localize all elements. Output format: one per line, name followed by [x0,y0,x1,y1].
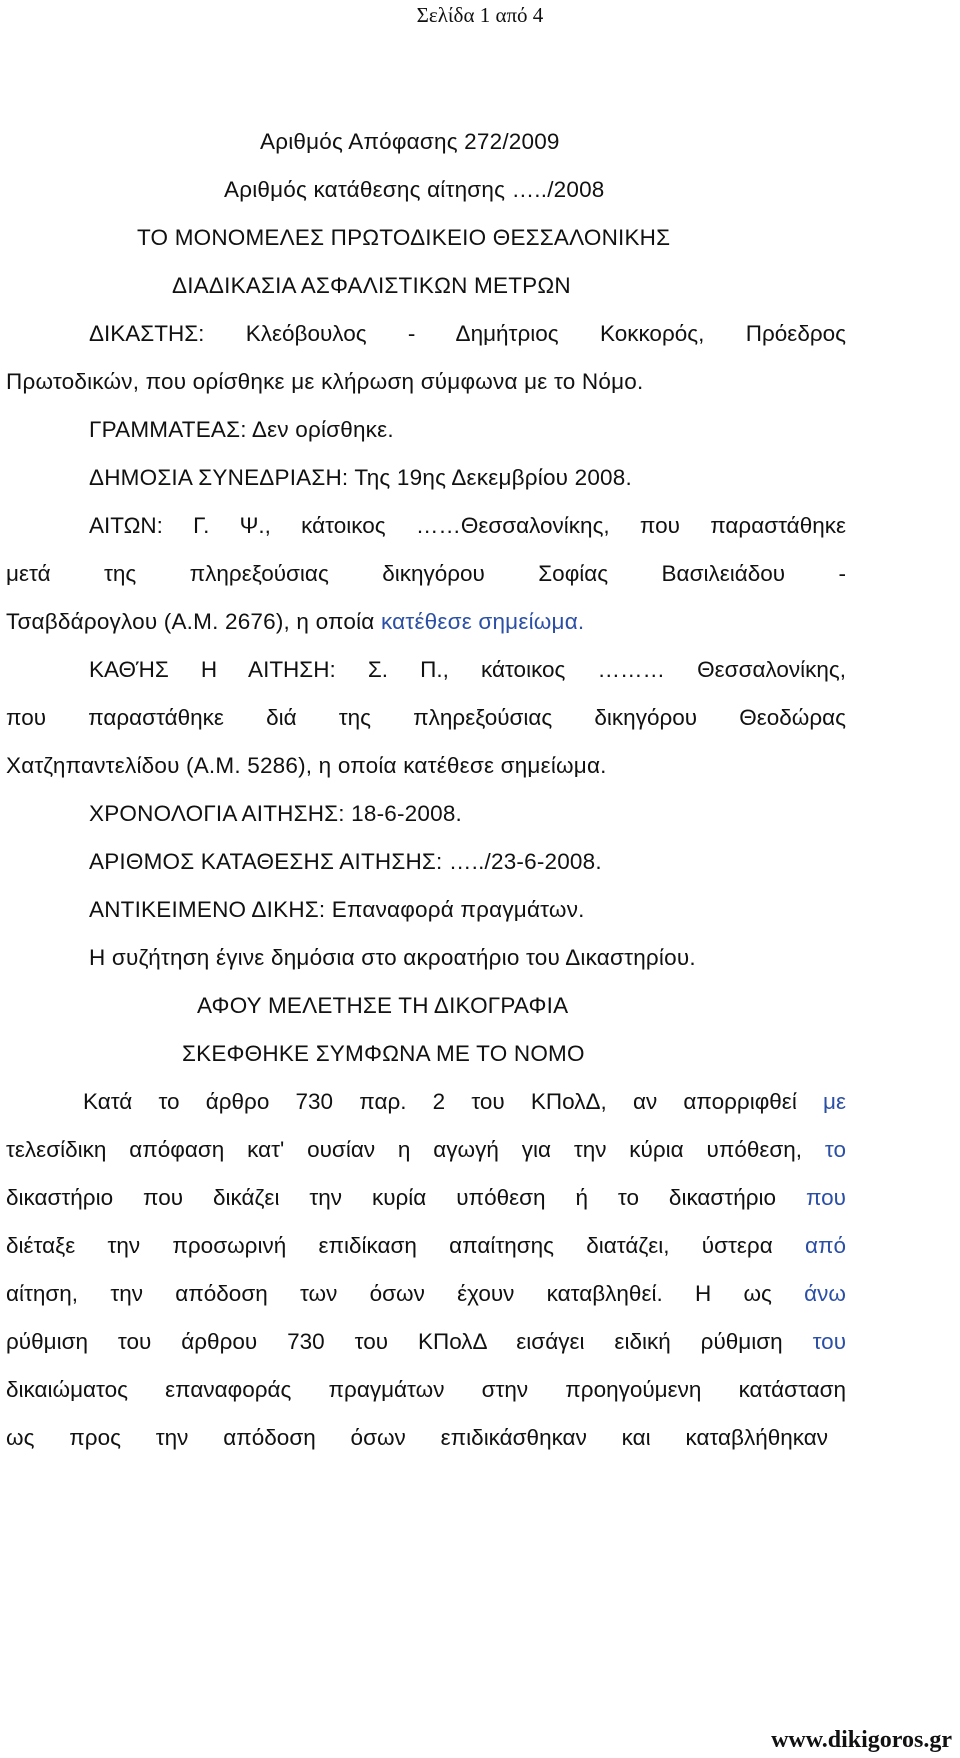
body-line-8: ως προς την απόδοση όσων επιδικάσθηκαν και καταβλήθηκαν [6,1425,828,1450]
public-hearing-line: Η συζήτηση έγινε δημόσια στο ακροατήριο του Δικαστηρίου. [89,945,696,970]
body-line-2 [6,1137,846,1163]
body-line-3-end: που [805,1185,846,1210]
procedure-title: ΔΙΑΔΙΚΑΣΙΑ ΑΣΦΑΛΙΣΤΙΚΩΝ ΜΕΤΡΩΝ [172,273,571,298]
considered-heading: ΣΚΕΦΘΗΚΕ ΣΥΜΦΩΝΑ ΜΕ ΤΟ ΝΟΜΟ [182,1041,585,1066]
decision-number: Αριθμός Απόφασης 272/2009 [260,129,560,154]
secretary-line: ΓΡΑΜΜΑΤΕΑΣ: Δεν ορίσθηκε. [89,417,394,442]
judge-line-1: ΔΙΚΑΣΤΗΣ: Κλεόβουλος - Δημήτριος Κοκκορός, Πρόεδρος [89,321,846,346]
body-line-7: δικαιώματος επαναφοράς πραγμάτων στην προηγούμενη κατάσταση [6,1377,846,1402]
respondent-line-1: ΚΑΘΉΣ Η ΑΙΤΗΣΗ: Σ. Π., κάτοικος ……… Θεσσαλονίκης, [89,657,846,682]
application-date-line: ΧΡΟΝΟΛΟΓΙΑ ΑΙΤΗΣΗΣ: 18-6-2008. [89,801,462,826]
subject-line: ΑΝΤΙΚΕΙΜΕΝΟ ΔΙΚΗΣ: Επαναφορά πραγμάτων. [89,897,585,922]
applicant-line-2: μετά της πληρεξούσιας δικηγόρου Σοφίας Βασιλειάδου - [6,561,846,586]
body-line-5-end: άνω [804,1281,846,1306]
body-line-4 [6,1233,846,1259]
public-session-line: ΔΗΜΟΣΙΑ ΣΥΝΕΔΡΙΑΣΗ: Της 19ης Δεκεμβρίου 2008. [89,465,632,490]
filing-number: Αριθμός κατάθεσης αίτησης …../2008 [224,177,605,202]
body-line-6 [6,1329,846,1355]
body-line-6-end: του [812,1329,846,1354]
body-line-3-text: δικαστήριο που δικάζει την κυρία υπόθεση ή το δικαστήριο [6,1185,806,1210]
applicant-line-3-text: Τσαβδάρογλου (Α.Μ. 2676), η οποία [6,609,381,634]
applicant-line-3 [6,609,584,635]
page-indicator: Σελίδα 1 από 4 [416,3,544,27]
body-line-1-end: με [823,1089,846,1114]
applicant-memo-text: κατέθεσε σημείωμα. [380,609,585,634]
body-line-1 [83,1089,846,1115]
respondent-line-2: που παραστάθηκε διά της πληρεξούσιας δικηγόρου Θεοδώρας [6,705,846,730]
body-line-5 [6,1281,846,1307]
studied-heading: ΑΦΟΥ ΜΕΛΕΤΗΣΕ ΤΗ ΔΙΚΟΓΡΑΦΙΑ [197,993,569,1018]
footer-site-url: www.dikigoros.gr [771,1727,952,1753]
filing-number-date-line: ΑΡΙΘΜΟΣ ΚΑΤΑΘΕΣΗΣ ΑΙΤΗΣΗΣ: …../23-6-2008. [89,849,602,874]
body-line-1-text: Κατά το άρθρο 730 παρ. 2 του ΚΠολΔ, αν απορριφθεί [83,1089,823,1114]
judge-line-2: Πρωτοδικών, που ορίσθηκε με κλήρωση σύμφωνα με το Νόμο. [6,369,644,394]
applicant-line-1: ΑΙΤΩΝ: Γ. Ψ., κάτοικος ……Θεσσαλονίκης, που παραστάθηκε [89,513,846,538]
body-line-3 [6,1185,846,1211]
body-line-2-text: τελεσίδικη απόφαση κατ' ουσίαν η αγωγή για την κύρια υπόθεση, [6,1137,825,1162]
body-line-2-end: το [824,1137,846,1162]
body-line-4-text: διέταξε την προσωρινή επιδίκαση απαίτησης διατάζει, ύστερα [6,1233,805,1258]
body-line-6-text: ρύθμιση του άρθρου 730 του ΚΠολΔ εισάγει ειδική ρύθμιση [6,1329,813,1354]
court-name: ΤΟ ΜΟΝΟΜΕΛΕΣ ΠΡΩΤΟΔΙΚΕΙΟ ΘΕΣΣΑΛΟΝΙΚΗΣ [137,225,671,250]
respondent-line-3: Χατζηπαντελίδου (Α.Μ. 5286), η οποία κατέθεσε σημείωμα. [6,753,607,778]
body-line-4-end: από [804,1233,846,1258]
body-line-5-text: αίτηση, την απόδοση των όσων έχουν καταβληθεί. Η ως [6,1281,805,1306]
